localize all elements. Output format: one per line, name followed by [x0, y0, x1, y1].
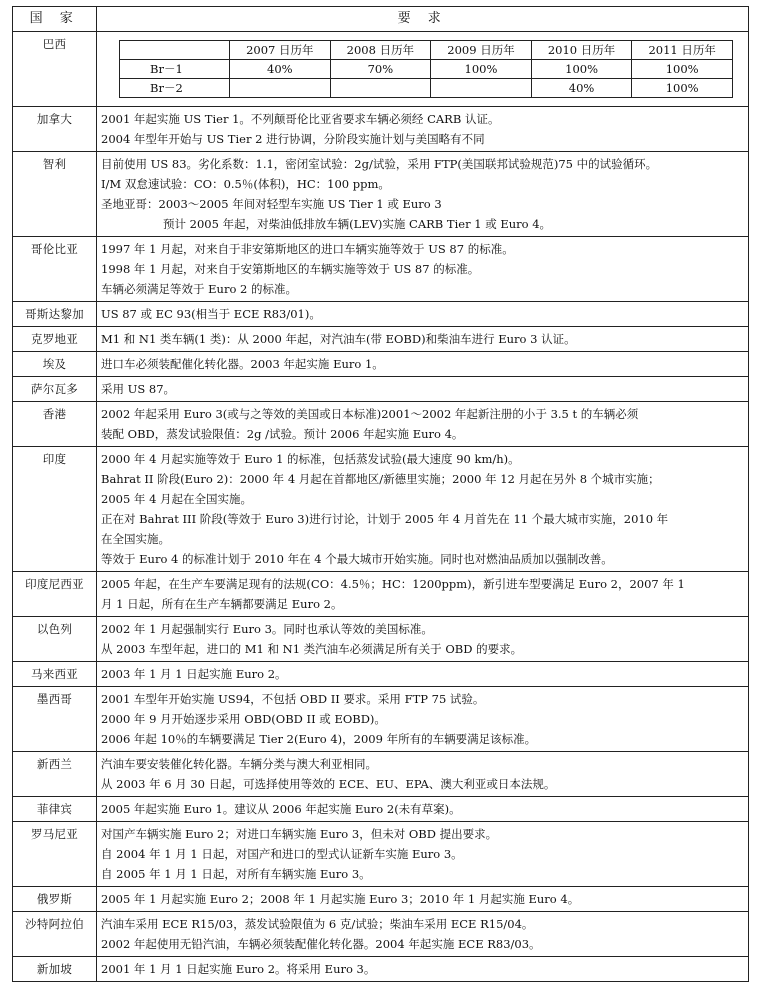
requirement-line: 对国产车辆实施 Euro 2；对进口车辆实施 Euro 3，但未对 OBD 提出要求。	[101, 827, 498, 841]
regulations-table	[12, 6, 749, 982]
requirement-line: 装配 OBD，蒸发试验限值：2g /试验。预计 2006 年起实施 Euro 4。	[101, 427, 464, 441]
table-row	[13, 327, 749, 352]
country-cell: 印度尼西亚	[13, 572, 97, 617]
requirement-line: 月 1 日起，所有在生产车辆都要满足 Euro 2。	[101, 597, 343, 611]
requirement-cell	[97, 327, 749, 352]
table-row	[13, 687, 749, 752]
requirement-cell	[97, 352, 749, 377]
requirement-line: 在全国实施。	[101, 532, 170, 546]
table-header-row	[13, 7, 749, 32]
requirement-line: 2005 年 4 月起在全国实施。	[101, 492, 253, 506]
inner-value: 100%	[431, 60, 532, 79]
country-cell: 加拿大	[13, 107, 97, 152]
requirement-cell	[97, 617, 749, 662]
requirement-line: 2000 年 9 月开始逐步采用 OBD(OBD II 或 EOBD)。	[101, 712, 386, 726]
requirement-line: 2001 年 1 月 1 日起实施 Euro 2。将采用 Euro 3。	[101, 962, 376, 976]
requirement-cell	[97, 822, 749, 887]
inner-value	[431, 79, 532, 98]
requirement-line: 2004 年型年开始与 US Tier 2 进行协调，分阶段实施计划与美国略有不同	[101, 132, 485, 146]
requirement-cell	[97, 107, 749, 152]
requirement-line: 等效于 Euro 4 的标准计划于 2010 年在 4 个最大城市开始实施。同时也对燃油品质加以强制改善。	[101, 552, 613, 566]
requirement-line: 2005 年起，在生产车要满足现有的法规(CO：4.5％；HC：1200ppm)，新引进车型要满足 Euro 2，2007 年 1	[101, 577, 685, 591]
requirement-line: 2006 年起 10％的车辆要满足 Tier 2(Euro 4)，2009 年所有的车辆要满足该标准。	[101, 732, 537, 746]
country-cell: 以色列	[13, 617, 97, 662]
requirement-line: 采用 US 87。	[101, 382, 176, 396]
table-row	[13, 797, 749, 822]
requirement-line: 自 2004 年 1 月 1 日起，对国产和进口的型式认证新车实施 Euro 3。	[101, 847, 463, 861]
country-cell: 萨尔瓦多	[13, 377, 97, 402]
country-cell: 克罗地亚	[13, 327, 97, 352]
country-cell: 沙特阿拉伯	[13, 912, 97, 957]
table-row	[13, 572, 749, 617]
requirement-cell	[97, 447, 749, 572]
inner-value: 40%	[230, 60, 331, 79]
requirement-line: 2002 年 1 月起强制实行 Euro 3。同时也承认等效的美国标准。	[101, 622, 433, 636]
requirement-line: 2003 年 1 月 1 日起实施 Euro 2。	[101, 667, 287, 681]
requirement-line: 圣地亚哥：2003～2005 年间对轻型车实施 US Tier 1 或 Euro 3	[101, 197, 442, 211]
inner-header-empty	[120, 41, 230, 60]
table-row	[13, 302, 749, 327]
requirement-line: 目前使用 US 83。劣化系数：1.1，密闭室试验：2g/试验，采用 FTP(美国联邦试验规范)75 中的试验循环。	[101, 157, 658, 171]
requirement-line: 2001 年起实施 US Tier 1。不列颠哥伦比亚省要求车辆必须经 CARB 认证。	[101, 112, 500, 126]
inner-value: 100%	[632, 60, 733, 79]
requirement-line: US 87 或 EC 93(相当于 ECE R83/01)。	[101, 307, 321, 321]
requirement-line: M1 和 N1 类车辆(1 类)：从 2000 年起，对汽油车(带 EOBD)和柴油车进行 Euro 3 认证。	[101, 332, 576, 346]
requirement-cell	[97, 797, 749, 822]
requirement-line: I/M 双怠速试验：CO：0.5％(体积)，HC：100 ppm。	[101, 177, 390, 191]
inner-value: 40%	[531, 79, 632, 98]
country-cell: 俄罗斯	[13, 887, 97, 912]
table-row	[13, 912, 749, 957]
brazil-phase-in-table	[119, 40, 733, 98]
inner-year-header: 2011 日历年	[632, 41, 733, 60]
table-row	[13, 402, 749, 447]
requirement-line: 2000 年 4 月起实施等效于 Euro 1 的标准，包括蒸发试验(最大速度 90 km/h)。	[101, 452, 520, 466]
requirement-cell	[97, 957, 749, 982]
requirement-line: 车辆必须满足等效于 Euro 2 的标准。	[101, 282, 298, 296]
requirement-cell	[97, 912, 749, 957]
country-cell: 印度	[13, 447, 97, 572]
inner-year-header: 2008 日历年	[330, 41, 431, 60]
requirement-line: 2002 年起使用无铅汽油，车辆必须装配催化转化器。2004 年起实施 ECE R83/03。	[101, 937, 541, 951]
inner-row-label: Br－2	[120, 79, 230, 98]
requirement-cell	[97, 237, 749, 302]
country-cell: 新西兰	[13, 752, 97, 797]
requirement-cell	[97, 152, 749, 237]
inner-year-header: 2010 日历年	[531, 41, 632, 60]
country-cell: 智利	[13, 152, 97, 237]
requirement-cell	[97, 687, 749, 752]
requirement-line: 1997 年 1 月起，对来自于非安第斯地区的进口车辆实施等效于 US 87 的标准。	[101, 242, 514, 256]
requirement-line: 2001 车型年开始实施 US94，不包括 OBD II 要求。采用 FTP 75 试验。	[101, 692, 485, 706]
table-body	[13, 32, 749, 982]
requirement-line: 正在对 Bahrat III 阶段(等效于 Euro 3)进行讨论，计划于 2005 年 4 月首先在 11 个最大城市实施，2010 年	[101, 512, 669, 526]
country-cell: 巴西	[13, 32, 97, 107]
table-row	[13, 377, 749, 402]
requirement-line: 1998 年 1 月起，对来自于安第斯地区的车辆实施等效于 US 87 的标准。	[101, 262, 480, 276]
table-row-brazil	[13, 32, 749, 107]
requirement-cell	[97, 32, 749, 107]
requirement-cell	[97, 662, 749, 687]
inner-row-br1	[120, 60, 733, 79]
requirement-line: 汽油车采用 ECE R15/03，蒸发试验限值为 6 克/试验；柴油车采用 ECE R15/04。	[101, 917, 534, 931]
country-cell: 马来西亚	[13, 662, 97, 687]
table-row	[13, 887, 749, 912]
table-row	[13, 957, 749, 982]
inner-value	[230, 79, 331, 98]
requirement-line: 从 2003 车型年起，进口的 M1 和 N1 类汽油车必须满足所有关于 OBD 的要求。	[101, 642, 523, 656]
inner-year-header: 2007 日历年	[230, 41, 331, 60]
table-row	[13, 617, 749, 662]
table-row	[13, 822, 749, 887]
country-cell: 罗马尼亚	[13, 822, 97, 887]
requirement-line: 自 2005 年 1 月 1 日起，对所有车辆实施 Euro 3。	[101, 867, 371, 881]
header-country: 国 家	[13, 7, 97, 32]
requirement-cell	[97, 752, 749, 797]
inner-header-row	[120, 41, 733, 60]
requirement-line: 汽油车要安装催化转化器。车辆分类与澳大利亚相同。	[101, 757, 377, 771]
country-cell: 菲律宾	[13, 797, 97, 822]
country-cell: 哥伦比亚	[13, 237, 97, 302]
country-cell: 墨西哥	[13, 687, 97, 752]
requirement-line: 2005 年 1 月起实施 Euro 2；2008 年 1 月起实施 Euro 3；2010 年 1 月起实施 Euro 4。	[101, 892, 580, 906]
table-row	[13, 662, 749, 687]
table-row	[13, 447, 749, 572]
requirement-line: 从 2003 年 6 月 30 日起，可选择使用等效的 ECE、EU、EPA、澳大利亚或日本法规。	[101, 777, 556, 791]
table-row	[13, 107, 749, 152]
table-row	[13, 352, 749, 377]
requirement-line: 进口车必须装配催化转化器。2003 年起实施 Euro 1。	[101, 357, 384, 371]
requirement-cell	[97, 402, 749, 447]
requirement-cell	[97, 302, 749, 327]
table-row	[13, 752, 749, 797]
inner-value: 100%	[632, 79, 733, 98]
requirement-line: 2002 年起采用 Euro 3(或与之等效的美国或日本标准)2001～2002 年起新注册的小于 3.5 t 的车辆必须	[101, 407, 639, 421]
inner-year-header: 2009 日历年	[431, 41, 532, 60]
inner-row-label: Br－1	[120, 60, 230, 79]
country-cell: 哥斯达黎加	[13, 302, 97, 327]
country-cell: 香港	[13, 402, 97, 447]
table-row	[13, 237, 749, 302]
country-cell: 埃及	[13, 352, 97, 377]
inner-value: 100%	[531, 60, 632, 79]
requirement-line: Bahrat II 阶段(Euro 2)：2000 年 4 月起在首都地区/新德里实施；2000 年 12 月起在另外 8 个城市实施；	[101, 472, 660, 486]
inner-row-br2	[120, 79, 733, 98]
inner-value: 70%	[330, 60, 431, 79]
inner-value	[330, 79, 431, 98]
table-row	[13, 152, 749, 237]
requirement-line: 2005 年起实施 Euro 1。建议从 2006 年起实施 Euro 2(未有草案)。	[101, 802, 461, 816]
requirement-cell	[97, 887, 749, 912]
requirement-cell	[97, 572, 749, 617]
requirement-line: 预计 2005 年起，对柴油低排放车辆(LEV)实施 CARB Tier 1 或 Euro 4。	[163, 217, 552, 231]
country-cell: 新加坡	[13, 957, 97, 982]
header-requirement: 要 求	[97, 7, 749, 32]
requirement-cell	[97, 377, 749, 402]
